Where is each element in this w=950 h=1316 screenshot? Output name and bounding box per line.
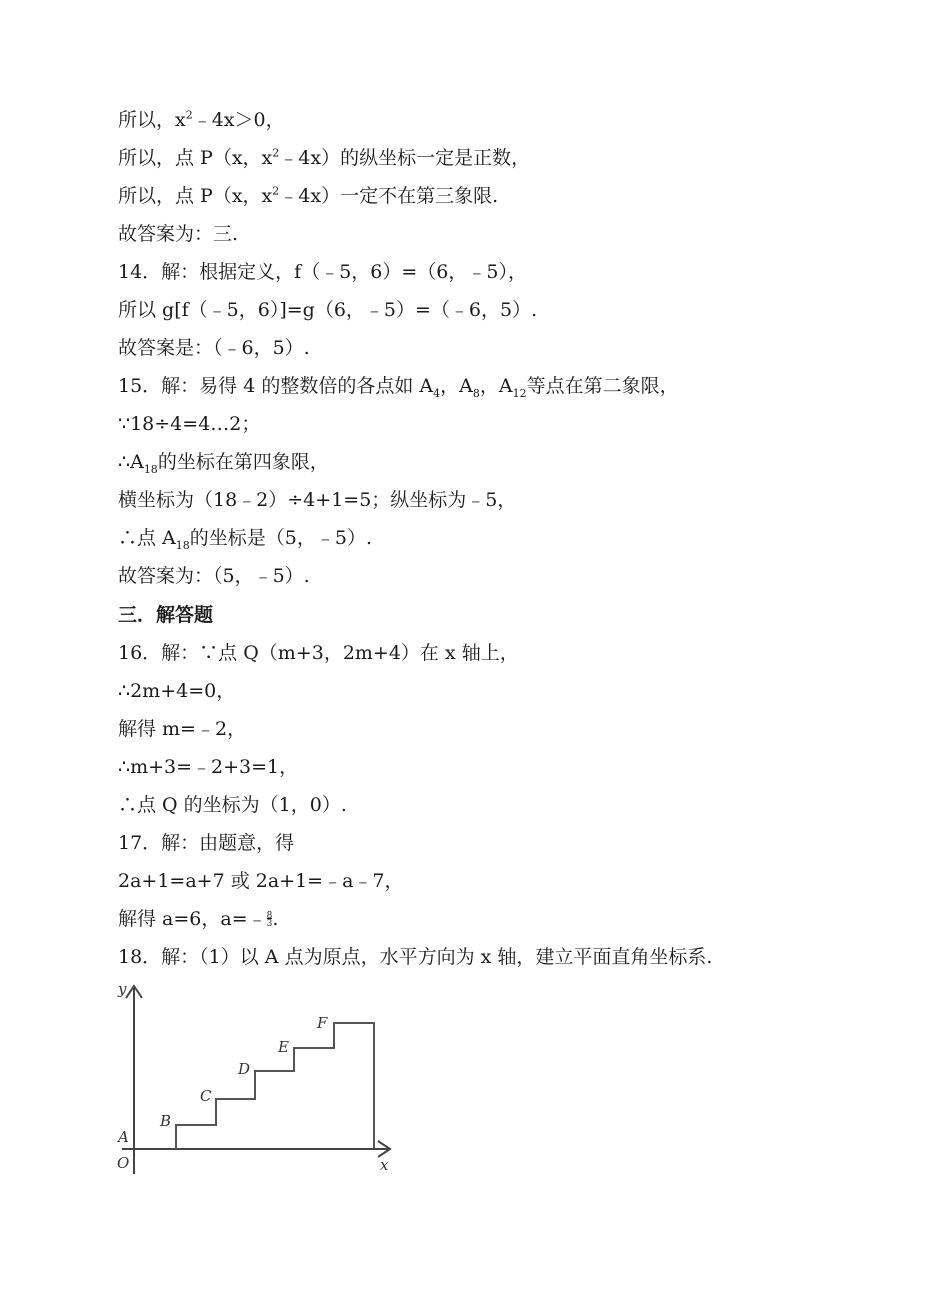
text-line [118,641,519,665]
text-line [118,793,347,817]
subscript: 12 [512,386,527,400]
text-segment: 解得 m=﹣2， [118,718,247,740]
text-segment: 三．解答题 [118,604,214,626]
text-segment: 的坐标在第四象限， [157,451,329,473]
point-label-f: F [317,1014,328,1032]
text-segment: 等点在第二象限， [526,375,679,397]
text-segment: 故答案是：（﹣6，5）. [118,337,310,359]
text-line [118,679,235,703]
text-line [118,374,679,398]
staircase-outline [176,1023,374,1149]
text-segment: ∴A [118,451,144,473]
text-line [118,564,310,588]
text-segment: 2a+1=a+7 或 2a+1=﹣a﹣7， [118,870,404,892]
text-segment: ，A [479,375,513,397]
text-line [118,412,260,436]
fraction-denominator: 3 [266,919,273,929]
text-segment: 17．解：由题意，得 [118,832,295,854]
text-segment: ∴点 Q 的坐标为（1，0）. [118,794,347,816]
text-segment: 解得 a=6，a=﹣ [118,908,267,930]
text-line [118,945,712,969]
text-line [118,298,537,322]
text-segment: . [272,908,279,930]
text-segment: 的坐标是（5，﹣5）. [189,527,372,549]
text-segment: 所以，x [118,109,186,131]
text-segment: 故答案为：三. [118,223,239,245]
text-segment: 15．解：易得 4 的整数倍的各点如 A [118,375,434,397]
text-segment: ∴m+3=﹣2+3=1， [118,756,299,778]
subscript: 18 [175,538,190,552]
text-line [118,907,278,931]
subscript: 4 [433,386,441,400]
text-segment: 18．解：（1）以 A 点为原点，水平方向为 x 轴，建立平面直角坐标系. [118,946,713,968]
text-line [118,108,285,132]
staircase-coordinate-diagram [112,978,402,1178]
text-segment: ﹣4x）的纵坐标一定是正数， [279,147,531,169]
text-segment: ，A [440,375,473,397]
text-segment: 所以，点 P（x，x [118,185,273,207]
text-line [118,146,530,170]
text-line [118,755,298,779]
text-segment: 故答案为：（5，﹣5）. [118,565,310,587]
point-label-a: A [118,1128,129,1146]
point-label-d: D [238,1060,251,1078]
superscript: 2 [272,146,280,160]
y-axis-label: y [118,980,127,998]
text-segment: 横坐标为（18﹣2）÷4+1=5；纵坐标为﹣5， [118,489,517,511]
superscript: 2 [185,108,193,122]
text-segment: ﹣4x＞0， [192,109,285,131]
x-axis-label: x [380,1156,389,1174]
text-segment: 14．解：根据定义，f（﹣5，6）=（6，﹣5）， [118,261,527,283]
text-segment: ∵18÷4=4…2； [118,413,261,435]
text-line [118,831,294,855]
point-label-b: B [160,1112,172,1130]
text-line [118,869,404,893]
text-line [118,717,246,741]
subscript: 8 [472,386,480,400]
section-heading [118,603,213,627]
point-label-e: E [278,1038,289,1056]
origin-label: O [117,1154,130,1172]
fraction-numerator: 8 [266,911,273,921]
text-line [118,488,516,512]
text-segment: 所以，点 P（x，x [118,147,273,169]
point-label-c: C [200,1087,212,1105]
text-segment: ∴2m+4=0， [118,680,236,702]
text-line [118,336,310,360]
text-segment: 16．解：∵点 Q（m+3，2m+4）在 x 轴上， [118,642,519,664]
text-line [118,526,372,550]
subscript: 18 [143,462,158,476]
text-segment: ﹣4x）一定不在第三象限. [279,185,499,207]
superscript: 2 [272,184,280,198]
text-segment: ∴点 A [118,527,176,549]
text-line [118,184,498,208]
text-line [118,260,527,284]
text-segment: 所以 g[f（﹣5，6）]=g（6，﹣5）=（﹣6，5）. [118,299,538,321]
text-line [118,222,238,246]
text-line [118,450,329,474]
